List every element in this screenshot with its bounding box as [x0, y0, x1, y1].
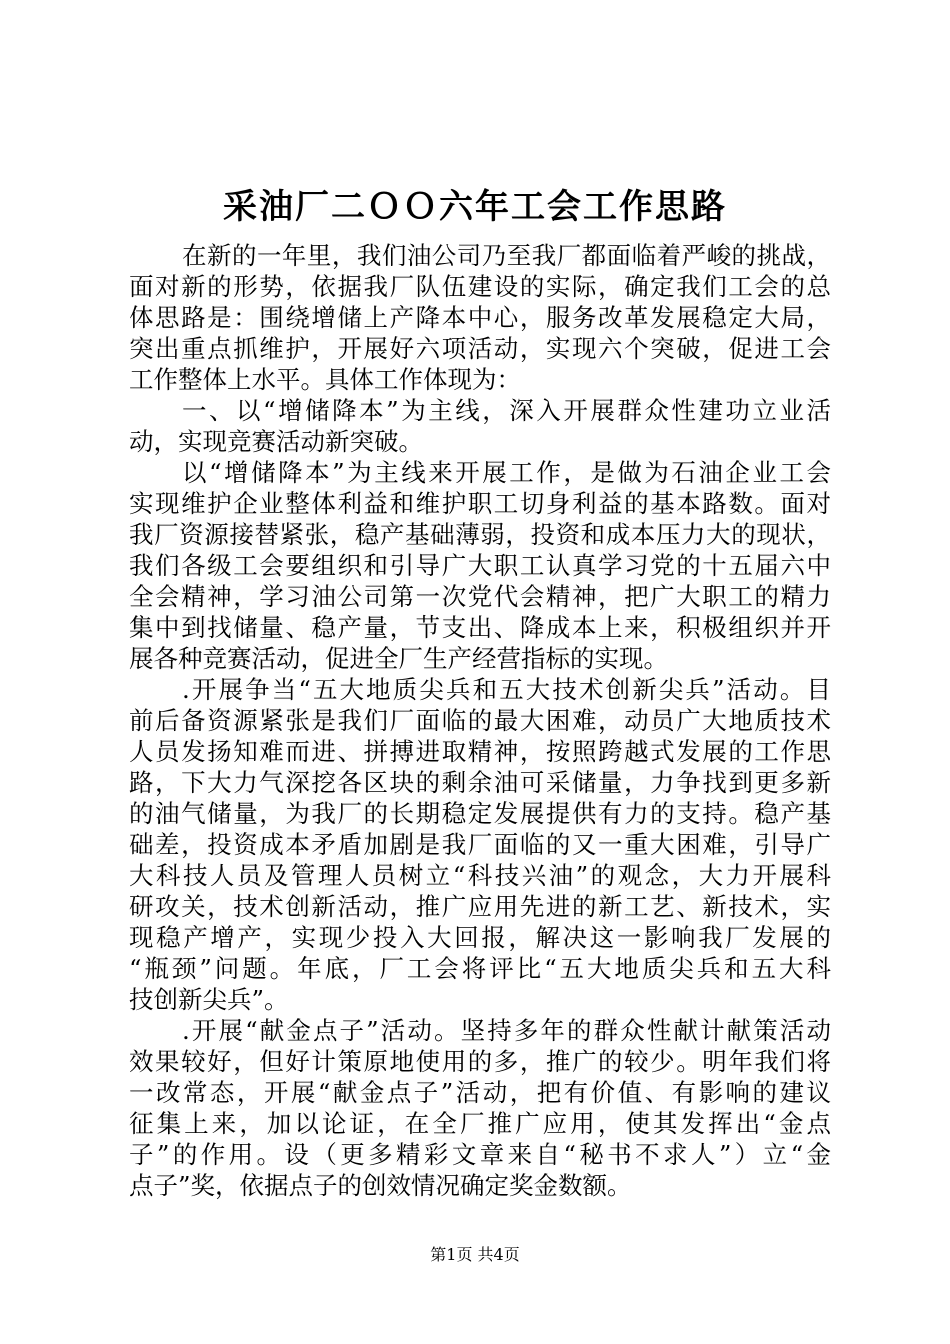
- body-line: 突出重点抓维护，开展好六项活动，实现六个突破，促进工会: [129, 334, 831, 363]
- document-title: 采油厂二ＯＯ六年工会工作思路: [223, 187, 727, 227]
- body-line: 全会精神，学习油公司第一次党代会精神，把广大职工的精力: [129, 582, 831, 611]
- body-line: 面对新的形势，依据我厂队伍建设的实际，确定我们工会的总: [129, 272, 831, 301]
- body-line: 大科技人员及管理人员树立“科技兴油”的观念，大力开展科: [129, 861, 831, 890]
- body-line: 以“增储降本”为主线来开展工作，是做为石油企业工会: [182, 458, 831, 487]
- body-line: 研攻关，技术创新活动，推广应用先进的新工艺、新技术，实: [129, 892, 831, 921]
- body-line: .开展“献金点子”活动。坚持多年的群众性献计献策活动: [182, 1016, 831, 1045]
- body-line: .开展争当“五大地质尖兵和五大技术创新尖兵”活动。目: [182, 675, 831, 704]
- body-line: 一改常态，开展“献金点子”活动，把有价值、有影响的建议: [129, 1078, 831, 1107]
- body-line: 效果较好，但好计策原地使用的多，推广的较少。明年我们将: [129, 1047, 831, 1076]
- body-line: 征集上来，加以论证，在全厂推广应用，使其发挥出“金点: [129, 1109, 831, 1138]
- body-line: 我们各级工会要组织和引导广大职工认真学习党的十五届六中: [129, 551, 831, 580]
- body-line: 础差，投资成本矛盾加剧是我厂面临的又一重大困难，引导广: [129, 830, 831, 859]
- body-line: “瓶颈”问题。年底，厂工会将评比“五大地质尖兵和五大科: [129, 954, 831, 983]
- body-line: 实现维护企业整体利益和维护职工切身利益的基本路数。面对: [129, 489, 831, 518]
- body-line: 动，实现竞赛活动新突破。: [129, 427, 423, 456]
- body-line: 一、以“增储降本”为主线，深入开展群众性建功立业活: [182, 396, 831, 425]
- document-body: [129, 240, 831, 1201]
- body-line: 技创新尖兵”。: [129, 985, 289, 1014]
- body-line: 展各种竞赛活动，促进全厂生产经营指标的实现。: [129, 644, 668, 673]
- body-line: 点子”奖，依据点子的创效情况确定奖金数额。: [129, 1171, 632, 1200]
- body-line: 现稳产增产，实现少投入大回报，解决这一影响我厂发展的: [129, 923, 831, 952]
- body-line: 工作整体上水平。具体工作体现为：: [129, 365, 521, 394]
- body-line: 路，下大力气深挖各区块的剩余油可采储量，力争找到更多新: [129, 768, 831, 797]
- body-line: 我厂资源接替紧张，稳产基础薄弱，投资和成本压力大的现状，: [129, 520, 831, 549]
- body-line: 子”的作用。设（更多精彩文章来自“秘书不求人”）立“金: [129, 1140, 831, 1169]
- body-line: 的油气储量，为我厂的长期稳定发展提供有力的支持。稳产基: [129, 799, 831, 828]
- body-line: 在新的一年里，我们油公司乃至我厂都面临着严峻的挑战，: [182, 241, 831, 270]
- page-number-footer: 第1页 共4页: [430, 1245, 520, 1264]
- body-line: 体思路是：围绕增储上产降本中心，服务改革发展稳定大局，: [129, 303, 831, 332]
- body-line: 集中到找储量、稳产量，节支出、降成本上来，积极组织并开: [129, 613, 831, 642]
- body-line: 前后备资源紧张是我们厂面临的最大困难，动员广大地质技术: [129, 706, 831, 735]
- body-line: 人员发扬知难而进、拼搏进取精神，按照跨越式发展的工作思: [129, 737, 831, 766]
